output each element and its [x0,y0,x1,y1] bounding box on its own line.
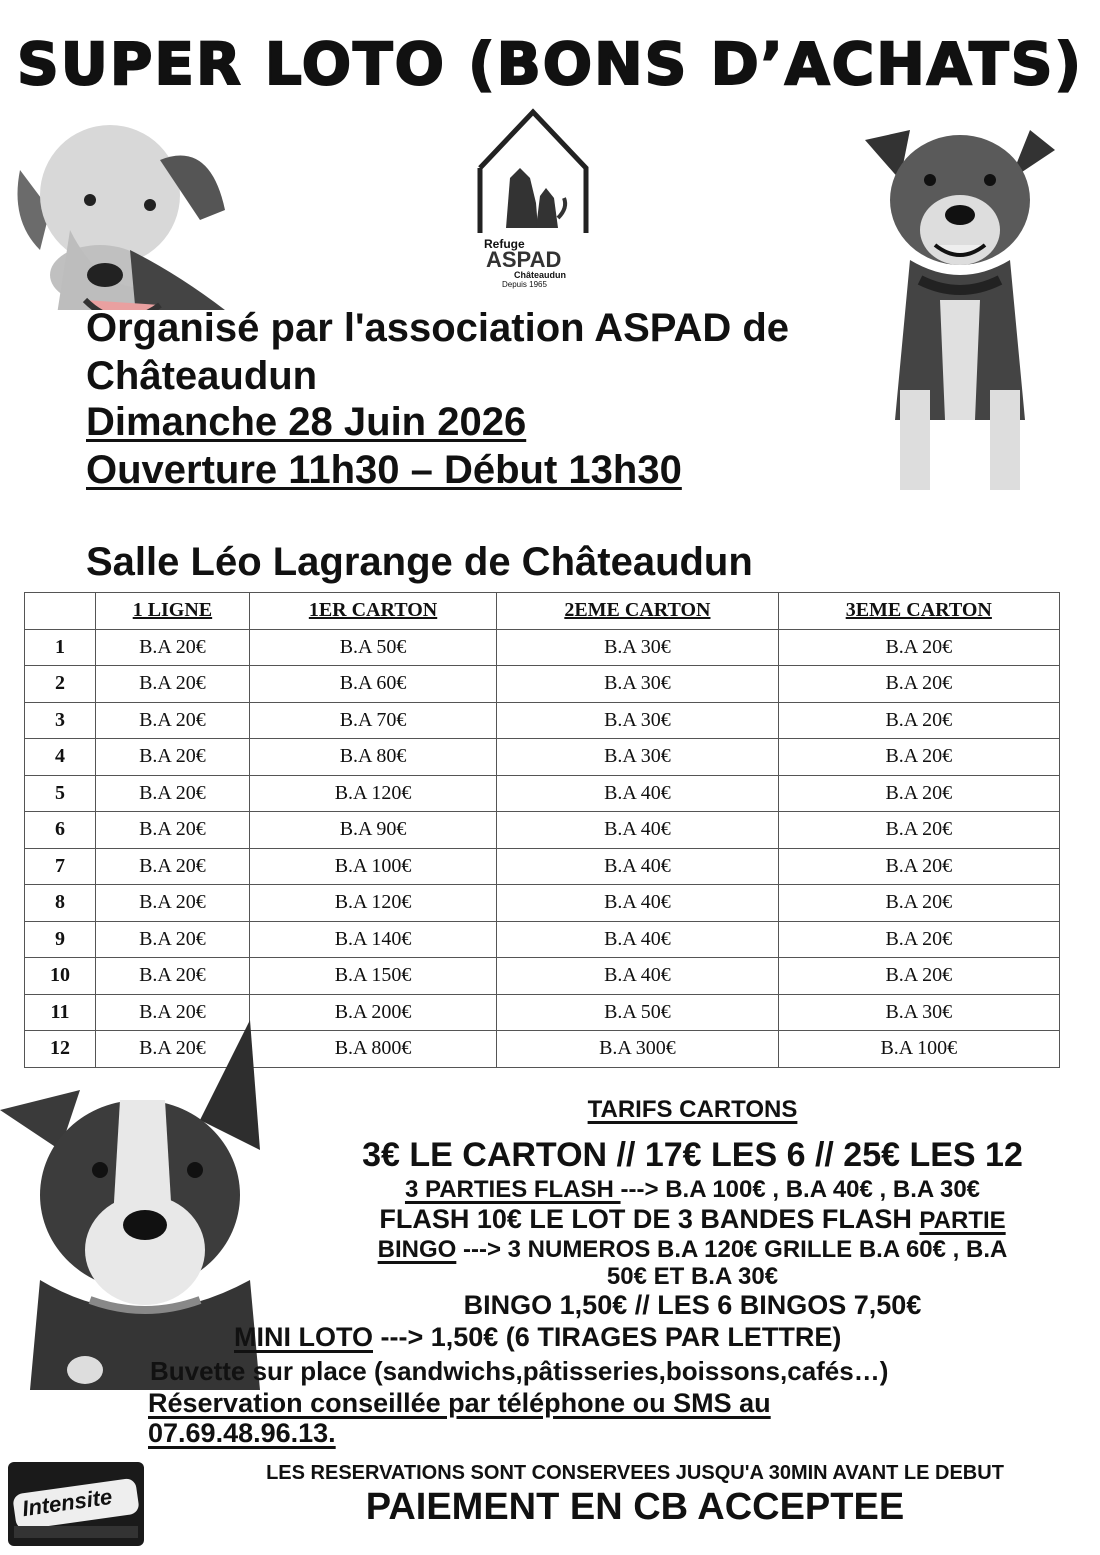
prize-cell: B.A 20€ [778,666,1059,703]
prize-cell: B.A 100€ [778,1031,1059,1068]
flash-line [285,1176,1100,1204]
prize-cell: B.A 20€ [96,775,250,812]
mini-loto-rest: ---> 1,50€ (6 TIRAGES PAR LETTRE) [373,1322,842,1352]
prize-cell: B.A 70€ [249,702,496,739]
prize-cell: B.A 30€ [778,994,1059,1031]
prize-cell: B.A 100€ [249,848,496,885]
prize-cell: B.A 50€ [249,629,496,666]
prize-cell: B.A 200€ [249,994,496,1031]
prize-cell: B.A 120€ [249,775,496,812]
header-3eme-carton: 3EME CARTON [778,593,1059,630]
header-1er-carton: 1ER CARTON [249,593,496,630]
header-empty [25,593,96,630]
flash-price-line [285,1204,1100,1236]
tarifs-heading: TARIFS CARTONS [587,1096,798,1123]
prize-cell: B.A 20€ [96,958,250,995]
prize-cell: B.A 20€ [778,921,1059,958]
prize-cell: B.A 20€ [778,848,1059,885]
prize-cell: B.A 30€ [497,739,778,776]
prize-cell: B.A 20€ [96,812,250,849]
prize-cell: B.A 20€ [778,629,1059,666]
prize-cell: B.A 20€ [778,775,1059,812]
row-number-cell: 1 [25,629,96,666]
prize-cell: B.A 30€ [497,666,778,703]
logo-since-text: Depuis 1965 [502,280,547,289]
row-number-cell: 5 [25,775,96,812]
flash-prizes: ---> B.A 100€ , B.A 40€ , B.A 30€ [620,1176,981,1203]
prize-cell: B.A 60€ [249,666,496,703]
prize-cell: B.A 20€ [778,739,1059,776]
bingo-line [285,1236,1100,1264]
prize-cell: B.A 20€ [778,812,1059,849]
table-row [25,702,1060,739]
prize-cell: B.A 20€ [96,629,250,666]
bingo-label: BINGO [377,1236,457,1263]
table-header-row [25,593,1060,630]
mini-loto-label: MINI LOTO [234,1322,373,1352]
flash-price: FLASH 10€ LE LOT DE 3 BANDES FLASH [379,1204,920,1234]
row-number-cell: 11 [25,994,96,1031]
organizer-line2: Châteaudun [86,354,318,398]
prize-cell: B.A 20€ [778,702,1059,739]
radio-brand: Intensite [20,1483,114,1522]
prize-cell: B.A 30€ [497,702,778,739]
table-row [25,629,1060,666]
reservation-text: Réservation conseillée par téléphone ou SMS au [148,1388,771,1418]
prize-cell: B.A 80€ [249,739,496,776]
buvette: Buvette sur place (sandwichs,pâtisseries,boissons,cafés…) [150,1356,889,1386]
prize-cell: B.A 300€ [497,1031,778,1068]
logo-refuge-text: Refuge [484,237,525,251]
bingo-price: BINGO 1,50€ // LES 6 BINGOS 7,50€ [463,1290,922,1320]
prize-cell: B.A 40€ [497,958,778,995]
header-2eme-carton: 2EME CARTON [497,593,778,630]
prize-cell: B.A 20€ [96,921,250,958]
prize-cell: B.A 20€ [96,848,250,885]
organizer-line1: Organisé par l'association ASPAD de [86,306,790,350]
poster-title: SUPER LOTO (BONS D’ACHATS) [16,30,1084,98]
prize-cell: B.A 40€ [497,885,778,922]
table-row [25,885,1060,922]
table-row [25,848,1060,885]
table-row [25,775,1060,812]
radio-logo [8,1462,144,1546]
table-row [25,739,1060,776]
row-number-cell: 2 [25,666,96,703]
reservations-note: LES RESERVATIONS SONT CONSERVEES JUSQU'A 30MIN AVANT LE DEBUT [266,1462,1004,1484]
table-row [25,921,1060,958]
prize-cell: B.A 20€ [778,885,1059,922]
dog-photo-top-right [860,120,1060,500]
event-date: Dimanche 28 Juin 2026 [86,400,527,444]
prize-cell: B.A 20€ [778,958,1059,995]
row-number-cell: 8 [25,885,96,922]
payment-note: PAIEMENT EN CB ACCEPTEE [365,1486,905,1528]
prize-cell: B.A 20€ [96,666,250,703]
partie-label: PARTIE [919,1207,1006,1234]
bingo-prizes: ---> 3 NUMEROS B.A 120€ GRILLE B.A 60€ , B.A [456,1236,1008,1263]
event-hours: Ouverture 11h30 – Début 13h30 [86,448,682,492]
prize-cell: B.A 40€ [497,812,778,849]
row-number-cell: 7 [25,848,96,885]
bingo-prizes-2: 50€ ET B.A 30€ [606,1263,779,1290]
prize-cell: B.A 800€ [249,1031,496,1068]
venue: Salle Léo Lagrange de Châteaudun [86,540,753,584]
aspad-logo [476,108,590,288]
tarifs-cartons: 3€ LE CARTON // 17€ LES 6 // 25€ LES 12 [362,1136,1023,1174]
table-row [25,666,1060,703]
flash-label: 3 PARTIES FLASH [404,1176,621,1203]
prize-cell: B.A 20€ [96,739,250,776]
row-number-cell: 9 [25,921,96,958]
prize-cell: B.A 150€ [249,958,496,995]
house-cat-dog-icon [476,108,590,238]
row-number-cell: 10 [25,958,96,995]
header-1-ligne: 1 LIGNE [96,593,250,630]
prize-cell: B.A 20€ [96,885,250,922]
reservation-phone: 07.69.48.96.13. [148,1418,336,1448]
prize-cell: B.A 40€ [497,921,778,958]
prize-cell: B.A 20€ [96,1031,250,1068]
prize-table [24,592,1060,1068]
table-row [25,958,1060,995]
prize-cell: B.A 20€ [96,994,250,1031]
prize-cell: B.A 30€ [497,629,778,666]
prize-cell: B.A 120€ [249,885,496,922]
prize-cell: B.A 140€ [249,921,496,958]
prize-cell: B.A 50€ [497,994,778,1031]
prize-cell: B.A 20€ [96,702,250,739]
logo-city-text: Châteaudun [514,270,567,280]
row-number-cell: 3 [25,702,96,739]
logo-aspad-text: ASPAD [486,247,562,272]
table-row [25,812,1060,849]
dog-photo-top-left [10,100,260,310]
row-number-cell: 4 [25,739,96,776]
prize-cell: B.A 40€ [497,848,778,885]
prize-cell: B.A 90€ [249,812,496,849]
mini-loto-line [234,1322,841,1352]
row-number-cell: 6 [25,812,96,849]
prize-cell: B.A 40€ [497,775,778,812]
row-number-cell: 12 [25,1031,96,1068]
